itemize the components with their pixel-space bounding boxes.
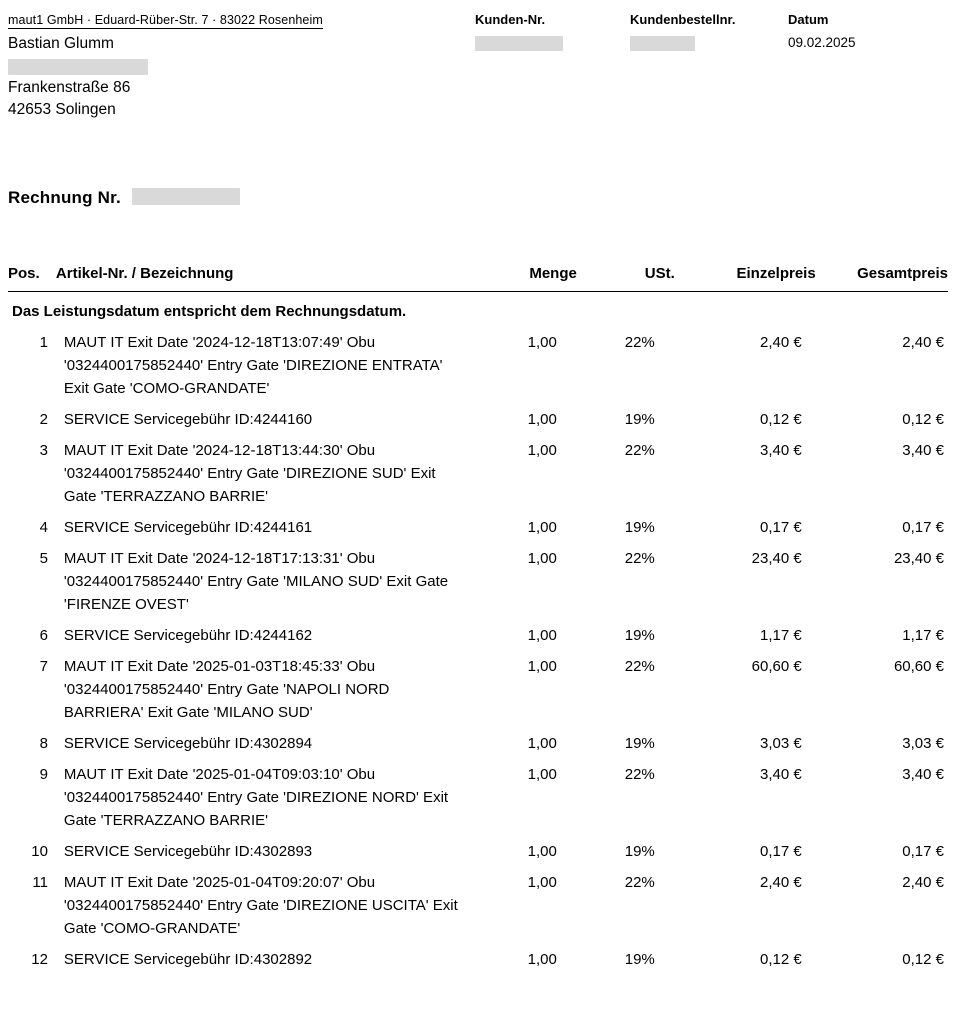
table-row — [8, 940, 948, 971]
cell-position: 2 — [39, 411, 48, 428]
document-header — [0, 0, 962, 150]
cell-vat: 22% — [624, 874, 655, 891]
cell-vat: 19% — [624, 519, 655, 536]
cell-unit-price: 60,60 € — [751, 658, 802, 675]
cell-quantity: 1,00 — [527, 658, 557, 675]
invoice-date-label: Datum — [788, 12, 829, 27]
cell-quantity: 1,00 — [527, 874, 557, 891]
customer-number-value — [475, 35, 563, 51]
table-row — [8, 400, 948, 431]
service-date-note-row — [8, 292, 948, 324]
cell-position: 4 — [39, 519, 48, 536]
table-row — [8, 755, 948, 832]
cell-unit-price: 3,40 € — [759, 766, 802, 783]
cell-description — [56, 539, 465, 616]
cell-description — [56, 940, 465, 971]
line-items-table — [8, 265, 948, 971]
cell-quantity: 1,00 — [527, 334, 557, 351]
cell-vat: 19% — [624, 843, 655, 860]
description-text: SERVICE Servicegebühr ID:4244160 — [63, 411, 313, 428]
cell-description — [56, 431, 465, 508]
customer-order-number-field — [630, 12, 735, 51]
cell-total-price: 0,12 € — [902, 411, 944, 428]
cell-total-price: 3,40 € — [902, 442, 944, 459]
cell-vat: 22% — [624, 550, 655, 567]
invoice-number-heading — [8, 188, 240, 208]
cell-quantity: 1,00 — [527, 735, 557, 752]
recipient-redacted-line — [8, 55, 148, 77]
description-text: SERVICE Servicegebühr ID:4244161 — [63, 519, 313, 536]
cell-quantity: 1,00 — [527, 627, 557, 644]
cell-total-price: 3,40 € — [902, 766, 944, 783]
column-header-description: Artikel-Nr. / Bezeichnung — [56, 265, 465, 292]
cell-description — [56, 647, 465, 724]
cell-vat: 19% — [624, 735, 655, 752]
table-row — [8, 863, 948, 940]
column-header-total-price: Gesamtpreis — [816, 265, 948, 292]
cell-position: 9 — [39, 766, 48, 783]
description-text: MAUT IT Exit Date '2025-01-04T09:03:10' Obu '0324400175852440' Entry Gate 'DIREZIONE NORD' Exit Gate 'TERRAZZANO BARRIE' — [63, 766, 449, 829]
cell-position: 3 — [39, 442, 48, 459]
cell-position: 12 — [31, 951, 48, 968]
cell-unit-price: 3,03 € — [759, 735, 802, 752]
customer-order-number-label: Kundenbestellnr. — [630, 12, 736, 27]
cell-unit-price: 2,40 € — [759, 874, 802, 891]
cell-total-price: 2,40 € — [902, 334, 944, 351]
description-text: MAUT IT Exit Date '2025-01-03T18:45:33' Obu '0324400175852440' Entry Gate 'NAPOLI NORD BARRIERA' Exit Gate 'MILANO SUD' — [63, 658, 390, 721]
column-header-vat: USt. — [577, 265, 675, 292]
cell-total-price: 3,03 € — [902, 735, 944, 752]
cell-total-price: 1,17 € — [902, 627, 944, 644]
redaction-block-order-number — [630, 36, 695, 51]
cell-description — [56, 616, 465, 647]
cell-description — [56, 508, 465, 539]
cell-quantity: 1,00 — [527, 766, 557, 783]
cell-description — [56, 755, 465, 832]
description-text: SERVICE Servicegebühr ID:4302892 — [63, 951, 313, 968]
column-header-quantity: Menge — [465, 265, 577, 292]
description-text: MAUT IT Exit Date '2024-12-18T13:44:30' Obu '0324400175852440' Entry Gate 'DIREZIONE SUD' Exit Gate 'TERRAZZANO BARRIE' — [63, 442, 436, 505]
table-row — [8, 832, 948, 863]
column-header-unit-price: Einzelpreis — [675, 265, 816, 292]
table-row — [8, 647, 948, 724]
table-row — [8, 508, 948, 539]
table-row — [8, 616, 948, 647]
cell-unit-price: 3,40 € — [759, 442, 802, 459]
table-row — [8, 539, 948, 616]
cell-total-price: 0,12 € — [902, 951, 944, 968]
invoice-date-field — [788, 12, 856, 50]
customer-number-field — [475, 12, 563, 51]
recipient-city: 42653 Solingen — [8, 101, 116, 118]
recipient-address-block — [8, 33, 148, 121]
column-header-pos: Pos. — [8, 265, 56, 292]
cell-total-price: 0,17 € — [902, 519, 944, 536]
service-date-note: Das Leistungsdatum entspricht dem Rechnungsdatum. — [12, 303, 407, 320]
cell-position: 5 — [39, 550, 48, 567]
cell-unit-price: 0,12 € — [759, 411, 802, 428]
customer-order-number-value — [630, 35, 735, 51]
redaction-block-invoice-number — [132, 188, 240, 205]
redaction-block-customer-number — [475, 36, 563, 51]
cell-total-price: 23,40 € — [893, 550, 944, 567]
cell-vat: 19% — [624, 627, 655, 644]
table-row — [8, 724, 948, 755]
cell-position: 10 — [31, 843, 48, 860]
description-text: SERVICE Servicegebühr ID:4302894 — [63, 735, 313, 752]
line-items-table-body — [8, 292, 948, 972]
cell-vat: 22% — [624, 766, 655, 783]
cell-total-price: 0,17 € — [902, 843, 944, 860]
table-header-row — [8, 265, 948, 292]
cell-description — [56, 832, 465, 863]
description-text: MAUT IT Exit Date '2025-01-04T09:20:07' Obu '0324400175852440' Entry Gate 'DIREZIONE USCITA' Exit Gate 'COMO-GRANDATE' — [63, 874, 458, 937]
table-row — [8, 323, 948, 400]
cell-position: 8 — [39, 735, 48, 752]
cell-vat: 22% — [624, 442, 655, 459]
cell-quantity: 1,00 — [527, 411, 557, 428]
cell-vat: 22% — [624, 334, 655, 351]
cell-position: 6 — [39, 627, 48, 644]
line-items-table-head — [8, 265, 948, 292]
sender-address-line: maut1 GmbH · Eduard-Rüber-Str. 7 · 83022 Rosenheim — [8, 13, 323, 27]
cell-unit-price: 2,40 € — [759, 334, 802, 351]
cell-description — [56, 724, 465, 755]
line-items-section — [0, 265, 962, 971]
description-text: MAUT IT Exit Date '2024-12-18T13:07:49' Obu '0324400175852440' Entry Gate 'DIREZIONE ENTRATA' Exit Gate 'COMO-GRANDATE' — [63, 334, 443, 397]
cell-position: 1 — [39, 334, 48, 351]
cell-position: 7 — [39, 658, 48, 675]
cell-unit-price: 0,12 € — [759, 951, 802, 968]
invoice-date-value: 09.02.2025 — [788, 35, 856, 50]
invoice-number-label: Rechnung Nr. — [8, 188, 121, 207]
cell-vat: 22% — [624, 658, 655, 675]
recipient-name: Bastian Glumm — [8, 35, 114, 52]
cell-vat: 19% — [624, 411, 655, 428]
cell-quantity: 1,00 — [527, 519, 557, 536]
cell-description — [56, 863, 465, 940]
cell-vat: 19% — [624, 951, 655, 968]
cell-quantity: 1,00 — [527, 951, 557, 968]
cell-quantity: 1,00 — [527, 843, 557, 860]
customer-number-label: Kunden-Nr. — [475, 12, 546, 27]
cell-unit-price: 0,17 € — [759, 519, 802, 536]
table-row — [8, 431, 948, 508]
cell-unit-price: 1,17 € — [759, 627, 802, 644]
cell-total-price: 60,60 € — [893, 658, 944, 675]
cell-description — [56, 323, 465, 400]
redaction-block-recipient — [8, 59, 148, 75]
cell-description — [56, 400, 465, 431]
cell-total-price: 2,40 € — [902, 874, 944, 891]
cell-unit-price: 23,40 € — [751, 550, 802, 567]
cell-unit-price: 0,17 € — [759, 843, 802, 860]
description-text: SERVICE Servicegebühr ID:4244162 — [63, 627, 313, 644]
cell-position: 11 — [32, 874, 48, 891]
cell-quantity: 1,00 — [527, 442, 557, 459]
cell-quantity: 1,00 — [527, 550, 557, 567]
description-text: MAUT IT Exit Date '2024-12-18T17:13:31' Obu '0324400175852440' Entry Gate 'MILANO SUD' Exit Gate 'FIRENZE OVEST' — [63, 550, 449, 613]
recipient-street: Frankenstraße 86 — [8, 79, 131, 96]
description-text: SERVICE Servicegebühr ID:4302893 — [63, 843, 313, 860]
